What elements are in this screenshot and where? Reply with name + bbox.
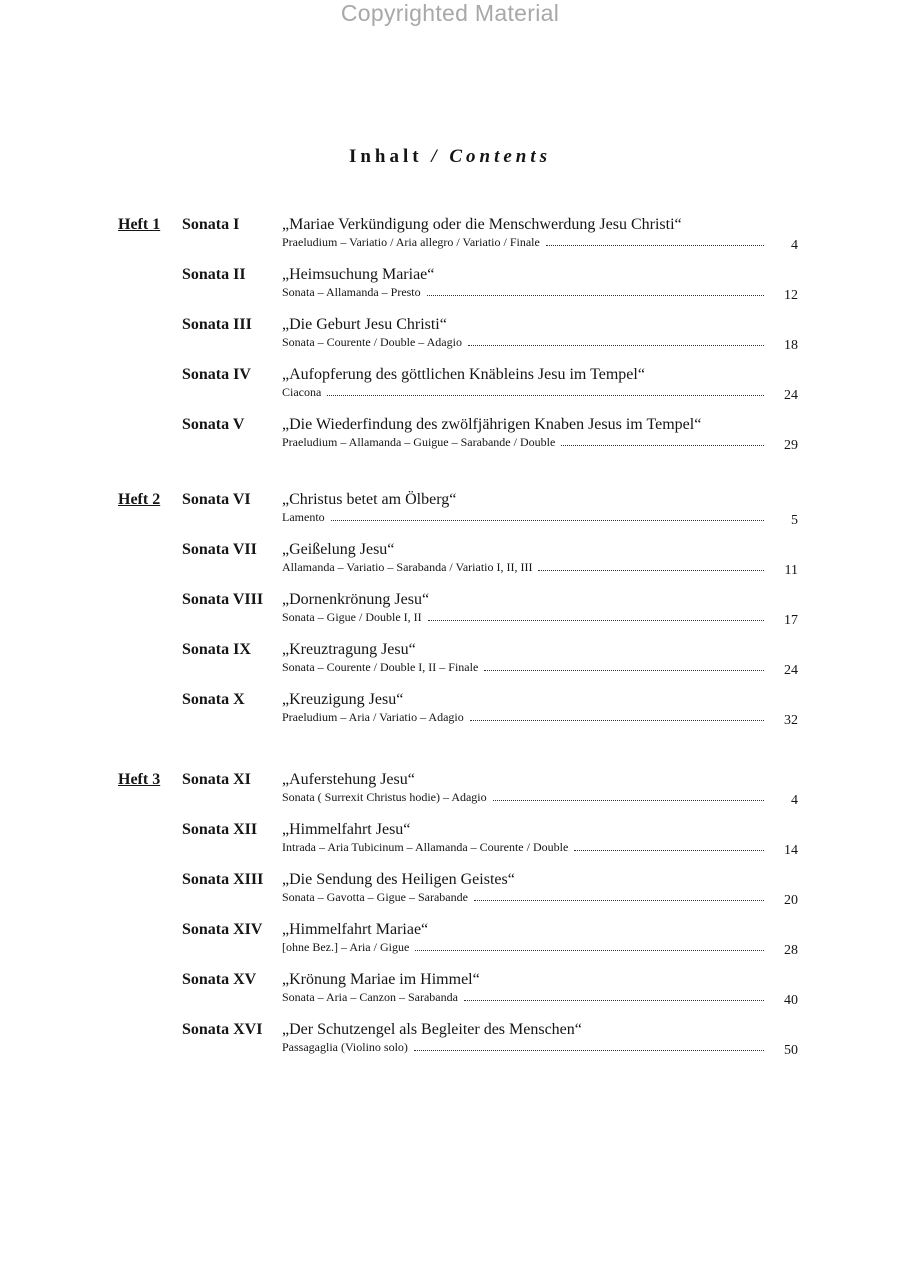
- sonata-number: Sonata XII: [182, 821, 258, 838]
- toc-entry[interactable]: [0, 641, 900, 691]
- sonata-title: „Die Wiederfindung des zwölfjährigen Knaben Jesus im Tempel“: [282, 416, 702, 433]
- sonata-movements: Passagaglia (Violino solo): [282, 1040, 408, 1054]
- movement-line: [282, 235, 764, 250]
- sonata-number: Sonata XV: [182, 971, 257, 988]
- toc-entry[interactable]: [0, 691, 900, 741]
- page-number: 14: [784, 843, 798, 858]
- toc-entry[interactable]: [0, 316, 900, 366]
- sonata-movements: Praeludium – Variatio / Aria allegro / Variatio / Finale: [282, 235, 540, 249]
- dot-leader: [474, 890, 764, 901]
- sonata-number: Sonata IV: [182, 366, 251, 383]
- sonata-movements: Allamanda – Variatio – Sarabanda / Variatio I, II, III: [282, 560, 533, 574]
- sonata-movements: Sonata – Courente / Double – Adagio: [282, 335, 462, 349]
- toc-entry[interactable]: [0, 971, 900, 1021]
- page-number: 4: [791, 238, 798, 253]
- page-number: 50: [784, 1043, 798, 1058]
- movement-line: [282, 790, 764, 805]
- toc-entry[interactable]: [0, 921, 900, 971]
- dot-leader: [484, 660, 764, 671]
- dot-leader: [331, 510, 764, 521]
- page-number: 11: [784, 563, 798, 578]
- sonata-movements: Sonata – Allamanda – Presto: [282, 285, 421, 299]
- sonata-title: „Aufopferung des göttlichen Knäbleins Jesu im Tempel“: [282, 366, 645, 383]
- page-number: 28: [784, 943, 798, 958]
- sonata-title: „Kreuztragung Jesu“: [282, 641, 416, 658]
- movement-line: [282, 560, 764, 575]
- sonata-movements: Sonata ( Surrexit Christus hodie) – Adagio: [282, 790, 487, 804]
- sonata-title: „Kreuzigung Jesu“: [282, 691, 404, 708]
- dot-leader: [427, 285, 764, 296]
- toc-entry[interactable]: [0, 416, 900, 466]
- page-number: 24: [784, 663, 798, 678]
- sonata-number: Sonata III: [182, 316, 252, 333]
- sonata-number: Sonata VII: [182, 541, 257, 558]
- sonata-movements: Lamento: [282, 510, 325, 524]
- sonata-movements: Sonata – Aria – Canzon – Sarabanda: [282, 990, 458, 1004]
- sonata-movements: Sonata – Gavotta – Gigue – Sarabande: [282, 890, 468, 904]
- page-number: 17: [784, 613, 798, 628]
- sonata-title: „Heimsuchung Mariae“: [282, 266, 435, 283]
- title-main: Inhalt: [348, 146, 423, 167]
- sonata-number: Sonata IX: [182, 641, 251, 658]
- page-number: 12: [784, 288, 798, 303]
- sonata-number: Sonata VI: [182, 491, 251, 508]
- movement-line: [282, 940, 764, 955]
- page-number: 18: [784, 338, 798, 353]
- page-number: 24: [784, 388, 798, 403]
- movement-line: [282, 510, 764, 525]
- sonata-title: „Dornenkrönung Jesu“: [282, 591, 430, 608]
- watermark: Copyrighted Material: [340, 0, 560, 26]
- dot-leader: [428, 610, 764, 621]
- sonata-number: Sonata XIII: [182, 871, 264, 888]
- toc-entry[interactable]: [0, 366, 900, 416]
- heft-label: Heft 1: [118, 216, 161, 233]
- dot-leader: [561, 435, 764, 446]
- movement-line: [282, 385, 764, 400]
- movement-line: [282, 710, 764, 725]
- toc-entry[interactable]: [0, 1021, 900, 1071]
- page-number: 5: [791, 513, 798, 528]
- title-separator: /: [431, 146, 441, 167]
- movement-line: [282, 1040, 764, 1055]
- sonata-movements: Intrada – Aria Tubicinum – Allamanda – Courente / Double: [282, 840, 569, 854]
- dot-leader: [464, 990, 764, 1001]
- sonata-number: Sonata XVI: [182, 1021, 263, 1038]
- sonata-title: „Himmelfahrt Jesu“: [282, 821, 411, 838]
- toc-entry[interactable]: [0, 821, 900, 871]
- sonata-number: Sonata II: [182, 266, 246, 283]
- sonata-number: Sonata VIII: [182, 591, 264, 608]
- movement-line: [282, 610, 764, 625]
- toc-entry[interactable]: [0, 771, 900, 821]
- sonata-movements: Sonata – Courente / Double I, II – Finale: [282, 660, 479, 674]
- dot-leader: [538, 560, 764, 571]
- heft-label: Heft 2: [118, 491, 161, 508]
- sonata-title: „Christus betet am Ölberg“: [282, 491, 457, 508]
- sonata-title: „Mariae Verkündigung oder die Menschwerdung Jesu Christi“: [282, 216, 682, 233]
- page-number: 40: [784, 993, 798, 1008]
- page-number: 32: [784, 713, 798, 728]
- page-number: 20: [784, 893, 798, 908]
- title-english: Contents: [449, 146, 552, 167]
- sonata-number: Sonata XI: [182, 771, 251, 788]
- sonata-number: Sonata I: [182, 216, 240, 233]
- dot-leader: [414, 1040, 764, 1051]
- dot-leader: [546, 235, 764, 246]
- movement-line: [282, 335, 764, 350]
- sonata-title: „Himmelfahrt Mariae“: [282, 921, 429, 938]
- sonata-title: „Die Geburt Jesu Christi“: [282, 316, 447, 333]
- sonata-movements: Praeludium – Aria / Variatio – Adagio: [282, 710, 464, 724]
- toc-entry[interactable]: [0, 266, 900, 316]
- toc-entry[interactable]: [0, 541, 900, 591]
- toc-entry[interactable]: [0, 491, 900, 541]
- dot-leader: [470, 710, 764, 721]
- movement-line: [282, 285, 764, 300]
- heft-label: Heft 3: [118, 771, 161, 788]
- sonata-number: Sonata XIV: [182, 921, 263, 938]
- sonata-title: „Der Schutzengel als Begleiter des Menschen“: [282, 1021, 582, 1038]
- sonata-title: „Geißelung Jesu“: [282, 541, 395, 558]
- dot-leader: [493, 790, 764, 801]
- sonata-movements: Sonata – Gigue / Double I, II: [282, 610, 422, 624]
- sonata-movements: Praeludium – Allamanda – Guigue – Sarabande / Double: [282, 435, 556, 449]
- page-number: 29: [784, 438, 798, 453]
- dot-leader: [574, 840, 764, 851]
- sonata-movements: Ciacona: [282, 385, 322, 399]
- dot-leader: [468, 335, 764, 346]
- sonata-title: „Krönung Mariae im Himmel“: [282, 971, 480, 988]
- sonata-title: „Auferstehung Jesu“: [282, 771, 415, 788]
- sonata-movements: [ohne Bez.] – Aria / Gigue: [282, 940, 410, 954]
- movement-line: [282, 435, 764, 450]
- dot-leader: [327, 385, 764, 396]
- dot-leader: [415, 940, 764, 951]
- movement-line: [282, 990, 764, 1005]
- sonata-number: Sonata X: [182, 691, 245, 708]
- page-number: 4: [791, 793, 798, 808]
- sonata-number: Sonata V: [182, 416, 245, 433]
- toc-entry[interactable]: [0, 871, 900, 921]
- toc-entry[interactable]: [0, 591, 900, 641]
- toc-entry[interactable]: [0, 216, 900, 266]
- sonata-title: „Die Sendung des Heiligen Geistes“: [282, 871, 515, 888]
- page-title: [0, 146, 900, 168]
- movement-line: [282, 890, 764, 905]
- movement-line: [282, 660, 764, 675]
- movement-line: [282, 840, 764, 855]
